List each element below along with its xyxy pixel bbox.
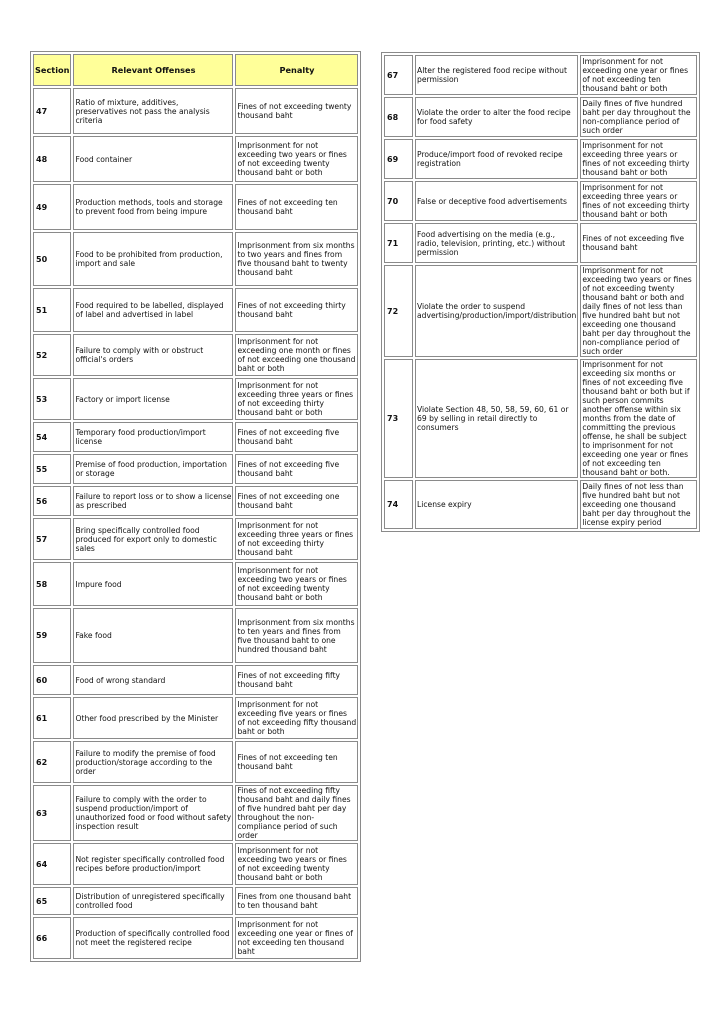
section-number: 70 [384,181,413,221]
offense-cell: Alter the registered food recipe without permission [415,55,578,95]
penalty-cell: Fines of not exceeding ten thousand baht [235,741,358,783]
offense-cell: Failure to modify the premise of food production/storage according to the order [73,741,233,783]
penalty-cell: Fines of not exceeding five thousand baht [235,454,358,484]
table-row [384,181,697,221]
table-row [33,608,358,663]
table-header-row [33,54,358,86]
table-row [384,359,697,478]
penalty-cell: Fines of not exceeding fifty thousand baht and daily fines of five hundred baht per day throughout the non-compliance period of such order [235,785,358,841]
section-number: 60 [33,665,71,695]
table-row [33,232,358,286]
table-row [33,741,358,783]
offense-cell: Factory or import license [73,378,233,420]
offense-cell: Food required to be labelled, displayed of label and advertised in label [73,288,233,332]
penalty-cell: Fines of not exceeding thirty thousand baht [235,288,358,332]
section-number: 50 [33,232,71,286]
section-number: 55 [33,454,71,484]
penalty-table-right [381,52,700,532]
section-number: 69 [384,139,413,179]
section-number: 68 [384,97,413,137]
offense-cell: Food to be prohibited from production, import and sale [73,232,233,286]
table-row [33,785,358,841]
section-number: 52 [33,334,71,376]
offense-cell: Impure food [73,562,233,606]
penalty-table-left [30,51,361,962]
penalty-cell: Imprisonment for not exceeding two years or fines of not exceeding twenty thousand baht or both [235,843,358,885]
penalty-cell: Imprisonment from six months to ten years and fines from five thousand baht to one hundred thousand baht [235,608,358,663]
penalty-cell: Daily fines of not less than five hundred baht but not exceeding one thousand baht per day throughout the license expiry period [580,480,697,529]
penalty-cell: Fines of not exceeding ten thousand baht [235,184,358,230]
table-row [33,136,358,182]
offense-cell: Failure to report loss or to show a license as prescribed [73,486,233,516]
penalty-cell: Imprisonment for not exceeding two years or fines of not exceeding twenty thousand baht or both [235,136,358,182]
table-row [33,518,358,560]
header-penalty: Penalty [235,54,358,86]
section-number: 61 [33,697,71,739]
penalty-cell: Imprisonment for not exceeding one month or fines of not exceeding one thousand baht or both [235,334,358,376]
offense-cell: Fake food [73,608,233,663]
penalty-cell: Fines of not exceeding five thousand baht [235,422,358,452]
penalty-cell: Fines of not exceeding twenty thousand baht [235,88,358,134]
section-number: 71 [384,223,413,263]
penalty-cell: Imprisonment for not exceeding three years or fines of not exceeding thirty thousand baht [235,518,358,560]
table-row [384,223,697,263]
table-row [33,917,358,959]
section-number: 51 [33,288,71,332]
section-number: 74 [384,480,413,529]
table-row [33,454,358,484]
penalty-cell: Imprisonment for not exceeding two years or fines of not exceeding twenty thousand baht or both and daily fines of not less than five hundred baht but not exceeding one thousand baht per day throughout the non-compliance period of such order [580,265,697,357]
offense-cell: Premise of food production, importation or storage [73,454,233,484]
table-row [33,665,358,695]
offense-cell: Bring specifically controlled food produced for export only to domestic sales [73,518,233,560]
table-row [33,378,358,420]
penalty-cell: Fines of not exceeding five thousand baht [580,223,697,263]
offense-cell: Other food prescribed by the Minister [73,697,233,739]
penalty-cell: Imprisonment for not exceeding one year or fines of not exceeding ten thousand baht [235,917,358,959]
table-row [384,480,697,529]
penalty-cell: Imprisonment for not exceeding two years or fines of not exceeding twenty thousand baht or both [235,562,358,606]
table-row [384,139,697,179]
section-number: 66 [33,917,71,959]
penalty-cell: Imprisonment for not exceeding one year or fines of not exceeding ten thousand baht or both [580,55,697,95]
section-number: 47 [33,88,71,134]
penalty-cell: Imprisonment for not exceeding three years or fines of not exceeding thirty thousand baht or both [580,181,697,221]
section-number: 54 [33,422,71,452]
offense-cell: License expiry [415,480,578,529]
penalty-cell: Imprisonment for not exceeding three years or fines of not exceeding thirty thousand baht or both [235,378,358,420]
offense-cell: False or deceptive food advertisements [415,181,578,221]
penalty-cell: Imprisonment for not exceeding six months or fines of not exceeding five thousand baht or both but if such person commits another offense within six months from the date of committing the previous offense, he shall be subject to imprisonment for not exceeding one year or fines of not exceeding ten thousand baht or both. [580,359,697,478]
table-row [33,843,358,885]
table-row [33,697,358,739]
offense-cell: Food container [73,136,233,182]
offense-cell: Failure to comply with or obstruct official's orders [73,334,233,376]
table-row [33,288,358,332]
offense-cell: Distribution of unregistered specifically controlled food [73,887,233,915]
table-row [33,887,358,915]
section-number: 58 [33,562,71,606]
section-number: 49 [33,184,71,230]
penalty-cell: Fines of not exceeding one thousand baht [235,486,358,516]
offense-cell: Violate the order to suspend advertising/production/import/distribution [415,265,578,357]
table-row [33,88,358,134]
offense-cell: Not register specifically controlled food recipes before production/import [73,843,233,885]
offense-cell: Production methods, tools and storage to prevent food from being impure [73,184,233,230]
section-number: 56 [33,486,71,516]
penalty-cell: Imprisonment for not exceeding three years or fines of not exceeding thirty thousand baht or both [580,139,697,179]
penalty-cell: Daily fines of five hundred baht per day throughout the non-compliance period of such order [580,97,697,137]
section-number: 67 [384,55,413,95]
table-row [33,486,358,516]
offense-cell: Violate Section 48, 50, 58, 59, 60, 61 or 69 by selling in retail directly to consumers [415,359,578,478]
header-offenses: Relevant Offenses [73,54,233,86]
offense-cell: Failure to comply with the order to suspend production/import of unauthorized food or food without safety inspection result [73,785,233,841]
table-row [33,184,358,230]
section-number: 57 [33,518,71,560]
offense-cell: Food advertising on the media (e.g., radio, television, printing, etc.) without permission [415,223,578,263]
section-number: 64 [33,843,71,885]
offense-cell: Produce/import food of revoked recipe registration [415,139,578,179]
table-row [33,334,358,376]
table-row [384,55,697,95]
section-number: 48 [33,136,71,182]
offense-cell: Temporary food production/import license [73,422,233,452]
offense-cell: Food of wrong standard [73,665,233,695]
section-number: 73 [384,359,413,478]
header-section: Section [33,54,71,86]
table-row [384,265,697,357]
section-number: 59 [33,608,71,663]
table-row [33,422,358,452]
section-number: 63 [33,785,71,841]
penalty-cell: Fines from one thousand baht to ten thousand baht [235,887,358,915]
penalty-cell: Imprisonment from six months to two years and fines from five thousand baht to twenty thousand baht [235,232,358,286]
section-number: 53 [33,378,71,420]
penalty-cell: Fines of not exceeding fifty thousand baht [235,665,358,695]
table-row [33,562,358,606]
offense-cell: Violate the order to alter the food recipe for food safety [415,97,578,137]
section-number: 65 [33,887,71,915]
offense-cell: Production of specifically controlled food not meet the registered recipe [73,917,233,959]
table-row [384,97,697,137]
offense-cell: Ratio of mixture, additives, preservatives not pass the analysis criteria [73,88,233,134]
penalty-cell: Imprisonment for not exceeding five years or fines of not exceeding fifty thousand baht or both [235,697,358,739]
section-number: 62 [33,741,71,783]
section-number: 72 [384,265,413,357]
